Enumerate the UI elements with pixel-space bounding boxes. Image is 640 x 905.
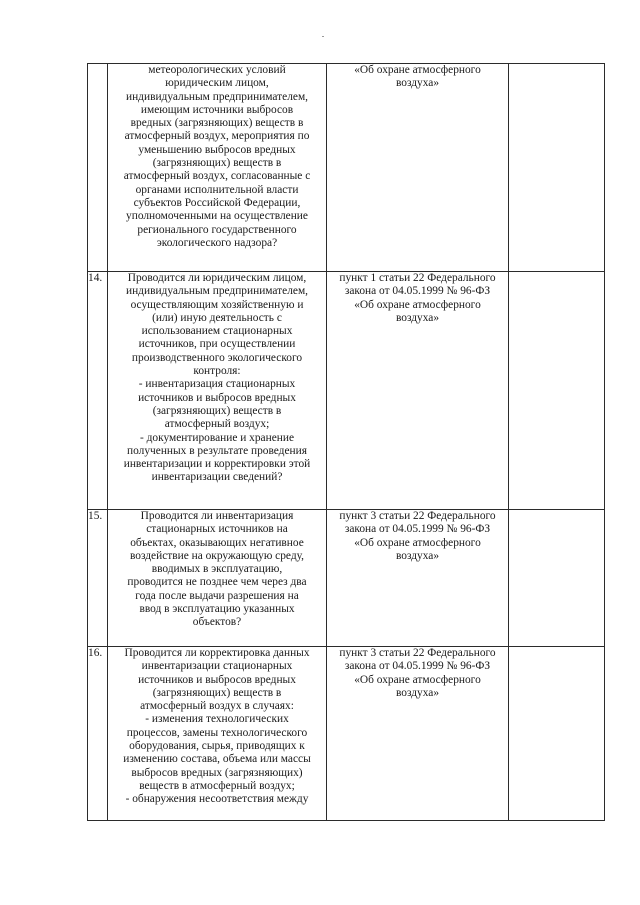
question-line: источников и выбросов вредных <box>138 673 296 686</box>
legal-reference-cell <box>327 647 509 821</box>
question-line: полученных в результате проведения <box>127 444 307 457</box>
question-line: Проводится ли юридическим лицом, <box>127 272 307 284</box>
question-line: атмосферный воздух, согласованные с <box>123 170 311 183</box>
answer-cell <box>509 510 605 647</box>
question-line: Проводится ли корректировка данных <box>124 647 310 659</box>
question-line: (загрязняющих) веществ в <box>152 686 282 699</box>
legal-reference-cell <box>327 272 509 510</box>
reference-line: воздуха» <box>395 311 440 324</box>
reference-line: пункт 3 статьи 22 Федерального <box>339 647 496 659</box>
row-number <box>88 64 108 272</box>
question-line: инвентаризации стационарных <box>141 660 293 673</box>
reference-line: закона от 04.05.1999 № 96-ФЗ <box>344 523 491 536</box>
page-speck <box>322 36 324 37</box>
question-line: (загрязняющих) веществ в <box>152 157 282 170</box>
reference-line: воздуха» <box>395 77 440 90</box>
reference-line: пункт 1 статьи 22 Федерального <box>339 272 496 284</box>
question-line: Проводится ли инвентаризация <box>140 510 294 522</box>
question-cell <box>108 647 327 821</box>
question-line: контроля: <box>193 365 241 378</box>
question-line: атмосферный воздух, мероприятия по <box>124 130 310 143</box>
question-line: проводится не позднее чем через два <box>127 576 307 589</box>
question-line: (или) иную деятельность с <box>152 311 282 324</box>
question-line: ввод в эксплуатацию указанных <box>139 603 295 616</box>
question-line: имеющим источники выбросов <box>140 103 294 116</box>
legal-reference-cell <box>327 64 509 272</box>
question-line: инвентаризации и корректировки этой <box>123 458 311 471</box>
table-row <box>88 64 605 272</box>
reference-line: «Об охране атмосферного <box>354 673 481 686</box>
question-line: источников, при осуществлении <box>138 338 296 351</box>
reference-line: «Об охране атмосферного <box>354 536 481 549</box>
question-line: выбросов вредных (загрязняющих) <box>131 766 303 779</box>
question-line: воздействие на окружающую среду, <box>129 549 305 562</box>
question-line: экологического надзора? <box>156 236 278 249</box>
checklist-table <box>87 63 605 821</box>
question-line: использованием стационарных <box>141 325 293 338</box>
table-row <box>88 272 605 510</box>
question-line: производственного экологического <box>131 351 303 364</box>
question-line: источников и выбросов вредных <box>138 391 296 404</box>
reference-line: закона от 04.05.1999 № 96-ФЗ <box>344 285 491 298</box>
answer-cell <box>509 647 605 821</box>
reference-line: воздуха» <box>395 549 440 562</box>
question-line: уполномоченными на осуществление <box>126 210 308 223</box>
question-line: органами исполнительной власти <box>135 183 299 196</box>
question-line: регионального государственного <box>137 223 297 236</box>
question-line: юридическим лицом, <box>165 77 269 90</box>
question-line: года после выдачи разрешения на <box>135 589 299 602</box>
table-row <box>88 647 605 821</box>
legal-reference-cell <box>327 510 509 647</box>
row-number: 15. <box>88 510 108 647</box>
reference-line: «Об охране атмосферного <box>354 64 481 76</box>
question-line: субъектов Российской Федерации, <box>133 196 301 209</box>
question-line: - изменения технологических <box>145 713 289 726</box>
reference-line: воздуха» <box>395 686 440 699</box>
question-line: процессов, замены технологического <box>126 726 308 739</box>
question-line: метеорологических условий <box>148 64 286 76</box>
reference-line: «Об охране атмосферного <box>354 298 481 311</box>
question-line: объектов? <box>192 616 242 629</box>
reference-line: пункт 3 статьи 22 Федерального <box>339 510 496 522</box>
question-line: атмосферный воздух в случаях: <box>140 700 294 713</box>
row-number: 14. <box>88 272 108 510</box>
row-number: 16. <box>88 647 108 821</box>
answer-cell <box>509 64 605 272</box>
question-line: стационарных источников на <box>146 523 288 536</box>
question-line: атмосферный воздух; <box>164 418 270 431</box>
question-line: (загрязняющих) веществ в <box>152 404 282 417</box>
question-line: - обнаружения несоответствия между <box>125 793 309 806</box>
question-line: вводимых в эксплуатацию, <box>151 563 283 576</box>
question-cell <box>108 272 327 510</box>
question-line: веществ в атмосферный воздух; <box>139 779 295 792</box>
question-line: индивидуальным предпринимателем, <box>125 285 309 298</box>
question-line: осуществляющим хозяйственную и <box>130 298 304 311</box>
question-cell <box>108 64 327 272</box>
question-line: изменению состава, объема или массы <box>123 753 311 766</box>
question-cell <box>108 510 327 647</box>
question-line: уменьшению выбросов вредных <box>138 143 296 156</box>
answer-cell <box>509 272 605 510</box>
question-line: объектах, оказывающих негативное <box>130 536 304 549</box>
question-line: - документирование и хранение <box>139 431 295 444</box>
reference-line: закона от 04.05.1999 № 96-ФЗ <box>344 660 491 673</box>
question-line: вредных (загрязняющих) веществ в <box>130 117 304 130</box>
question-line: индивидуальным предпринимателем, <box>125 90 309 103</box>
question-line: инвентаризации сведений? <box>151 471 283 484</box>
table-row <box>88 510 605 647</box>
question-line: оборудования, сырья, приводящих к <box>129 740 305 753</box>
question-line: - инвентаризация стационарных <box>138 378 296 391</box>
